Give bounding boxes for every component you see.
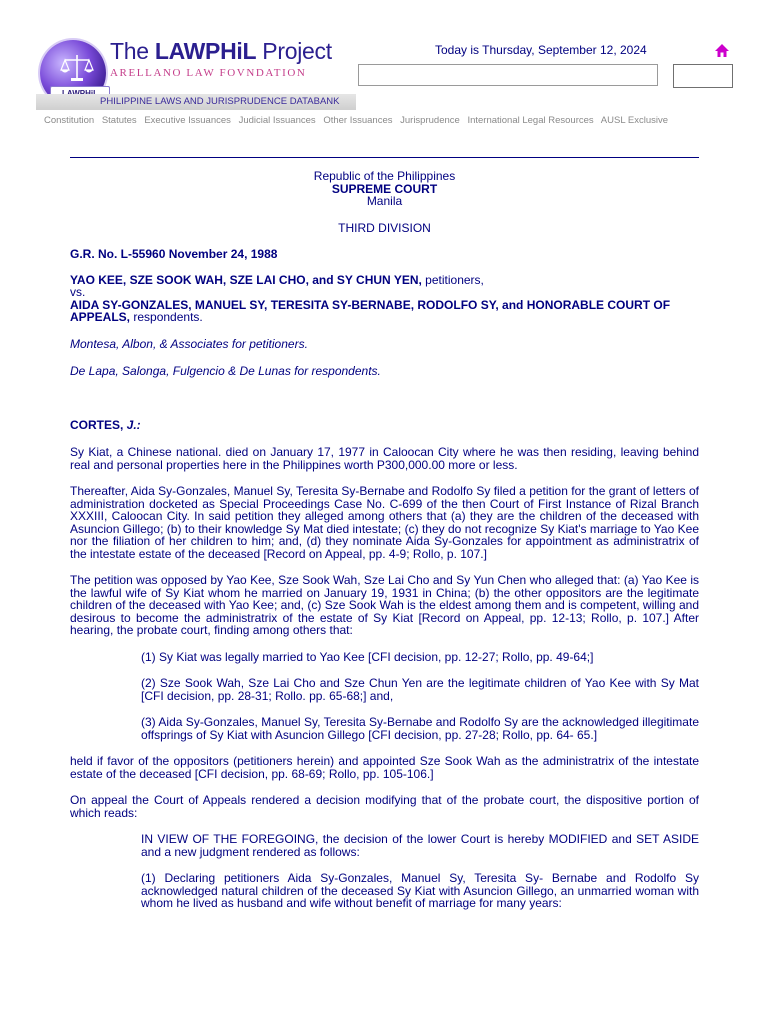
nav-other-issuances[interactable]: Other Issuances <box>323 115 393 126</box>
ponente <box>70 419 699 432</box>
petitioners-label: petitioners, <box>421 272 484 287</box>
respondents-names: AIDA SY-GONZALES, MANUEL SY, TERESITA SY-BERNABE, RODOLFO SY, and HONORABLE COURT OF APPEALS, <box>70 297 671 324</box>
nav-jurisprudence[interactable]: Jurisprudence <box>400 115 460 126</box>
finding-3: (3) Aida Sy-Gonzales, Manuel Sy, Teresita Sy-Bernabe and Rodolfo Sy are the acknowledged illegitimate offsprings of Sy Kiat with Asuncion Gillego [CFI decision, pp. 27-28; Rollo, pp. 64- 65.] <box>141 715 699 742</box>
nav-judicial-issuances[interactable]: Judicial Issuances <box>238 115 316 126</box>
counsel-respondents: De Lapa, Salonga, Fulgencio & De Lunas for respondents. <box>70 364 381 378</box>
court-name: SUPREME COURT <box>331 181 438 196</box>
nav-international-legal-resources[interactable]: International Legal Resources <box>467 115 594 126</box>
logo-title <box>110 38 332 65</box>
versus: vs. <box>70 285 86 299</box>
ponente-name: CORTES, <box>70 417 127 432</box>
paragraph-5: On appeal the Court of Appeals rendered a decision modifying that of the probate court, the dispositive portion of which reads: <box>70 793 699 820</box>
paragraph-4: held if favor of the oppositors (petitioners herein) and appointed Sze Sook Wah as the administratrix of the intestate estate of the deceased [CFI decision, pp. 68-69; Rollo, pp. 105-106.] <box>70 754 699 781</box>
dispositive-item-1: (1) Declaring petitioners Aida Sy-Gonzales, Manuel Sy, Teresita Sy- Bernabe and Rodolfo Sy acknowledged natural children of the deceased Sy Kiat with Asuncion Gillego, an unmarried woman with whom he lived as husband and wife without benefit of marriage for many years: <box>141 871 699 910</box>
finding-1: (1) Sy Kiat was legally married to Yao Kee [CFI decision, pp. 12-27; Rollo, pp. 49-64;] <box>141 649 594 664</box>
home-icon[interactable] <box>714 43 730 59</box>
finding-2: (2) Sze Sook Wah, Sze Lai Cho and Sze Chun Yen are the legitimate children of Yao Kee with Sy Mat [CFI decision, pp. 28-31; Rollo. pp. 65-68;] and, <box>141 676 699 703</box>
petitioners <box>70 274 699 287</box>
header-divider <box>70 157 699 158</box>
case-number: G.R. No. L-55960 November 24, 1988 <box>70 247 278 261</box>
respondents <box>70 299 699 324</box>
search-button[interactable] <box>673 64 733 88</box>
counsel-petitioners: Montesa, Albon, & Associates for petitioners. <box>70 336 308 351</box>
court-location: Manila <box>366 194 403 208</box>
dispositive-intro: IN VIEW OF THE FOREGOING, the decision of the lower Court is hereby MODIFIED and SET ASIDE and a new judgment rendered as follows: <box>141 832 699 859</box>
search-input[interactable] <box>358 64 658 86</box>
current-date: Today is Thursday, September 12, 2024 <box>435 43 647 57</box>
respondents-label: respondents. <box>130 310 203 324</box>
court-country: Republic of the Philippines <box>313 169 456 183</box>
logo-title-suffix: Project <box>256 38 332 64</box>
scales-of-justice-icon <box>60 52 94 84</box>
main-nav <box>44 115 673 126</box>
paragraph-2: Thereafter, Aida Sy-Gonzales, Manuel Sy, Teresita Sy-Bernabe and Rodolfo Sy filed a petition for the grant of letters of administration docketed as Special Proceedings Case No. C-699 of the then Court of First Instance of Rizal Branch XXXIII, Caloocan City. In said petition they alleged among others that (a) they are the children of the deceased with Asuncion Gillego; (b) to their knowledge Sy Mat died intestate; (c) they do not recognize Sy Kiat's marriage to Yao Kee nor the filiation of her children to him; and, (d) they nominate Aida Sy-Gonzales for appointment as administratrix of the intestate estate of the deceased [Record on Appeal, pp. 4-9; Rollo, p. 107.] <box>70 484 699 561</box>
logo-title-brand: LAWPHiL <box>154 38 257 64</box>
nav-ausl-exclusive[interactable]: AUSL Exclusive <box>600 115 669 126</box>
ponente-title: J.: <box>126 417 141 432</box>
lawphil-logo[interactable] <box>36 38 356 112</box>
nav-executive-issuances[interactable]: Executive Issuances <box>144 115 231 126</box>
paragraph-3: The petition was opposed by Yao Kee, Sze Sook Wah, Sze Lai Cho and Sy Yun Chen who alleged that: (a) Yao Kee is the lawful wife of Sy Kiat whom he married on January 19, 1931 in China; (b) the other oppositors are the legitimate children of the deceased with Yao Kee; and, (c) Sze Sook Wah is the eldest among them and is competent, willing and desirous to become the administratrix of the estate of Sy Kiat [Record on Appeal, pp. 12-13; Rollo, p. 107.] After hearing, the probate court, finding among others that: <box>70 573 699 637</box>
nav-statutes[interactable]: Statutes <box>101 115 137 126</box>
site-header <box>0 0 768 140</box>
decision-document <box>70 170 699 910</box>
nav-constitution[interactable]: Constitution <box>44 115 95 126</box>
division: THIRD DIVISION <box>338 220 431 235</box>
logo-databank: PHILIPPINE LAWS AND JURISPRUDENCE DATABANK <box>36 94 356 110</box>
paragraph-1: Sy Kiat, a Chinese national. died on January 17, 1977 in Caloocan City where he was then residing, leaving behind real and personal properties here in the Philippines worth P300,000.00 more or less. <box>70 445 699 472</box>
logo-title-prefix: The <box>110 38 155 64</box>
petitioners-names: YAO KEE, SZE SOOK WAH, SZE LAI CHO, and SY CHUN YEN, <box>70 272 422 287</box>
logo-foundation: ARELLANO LAW FOVNDATION <box>110 67 307 79</box>
